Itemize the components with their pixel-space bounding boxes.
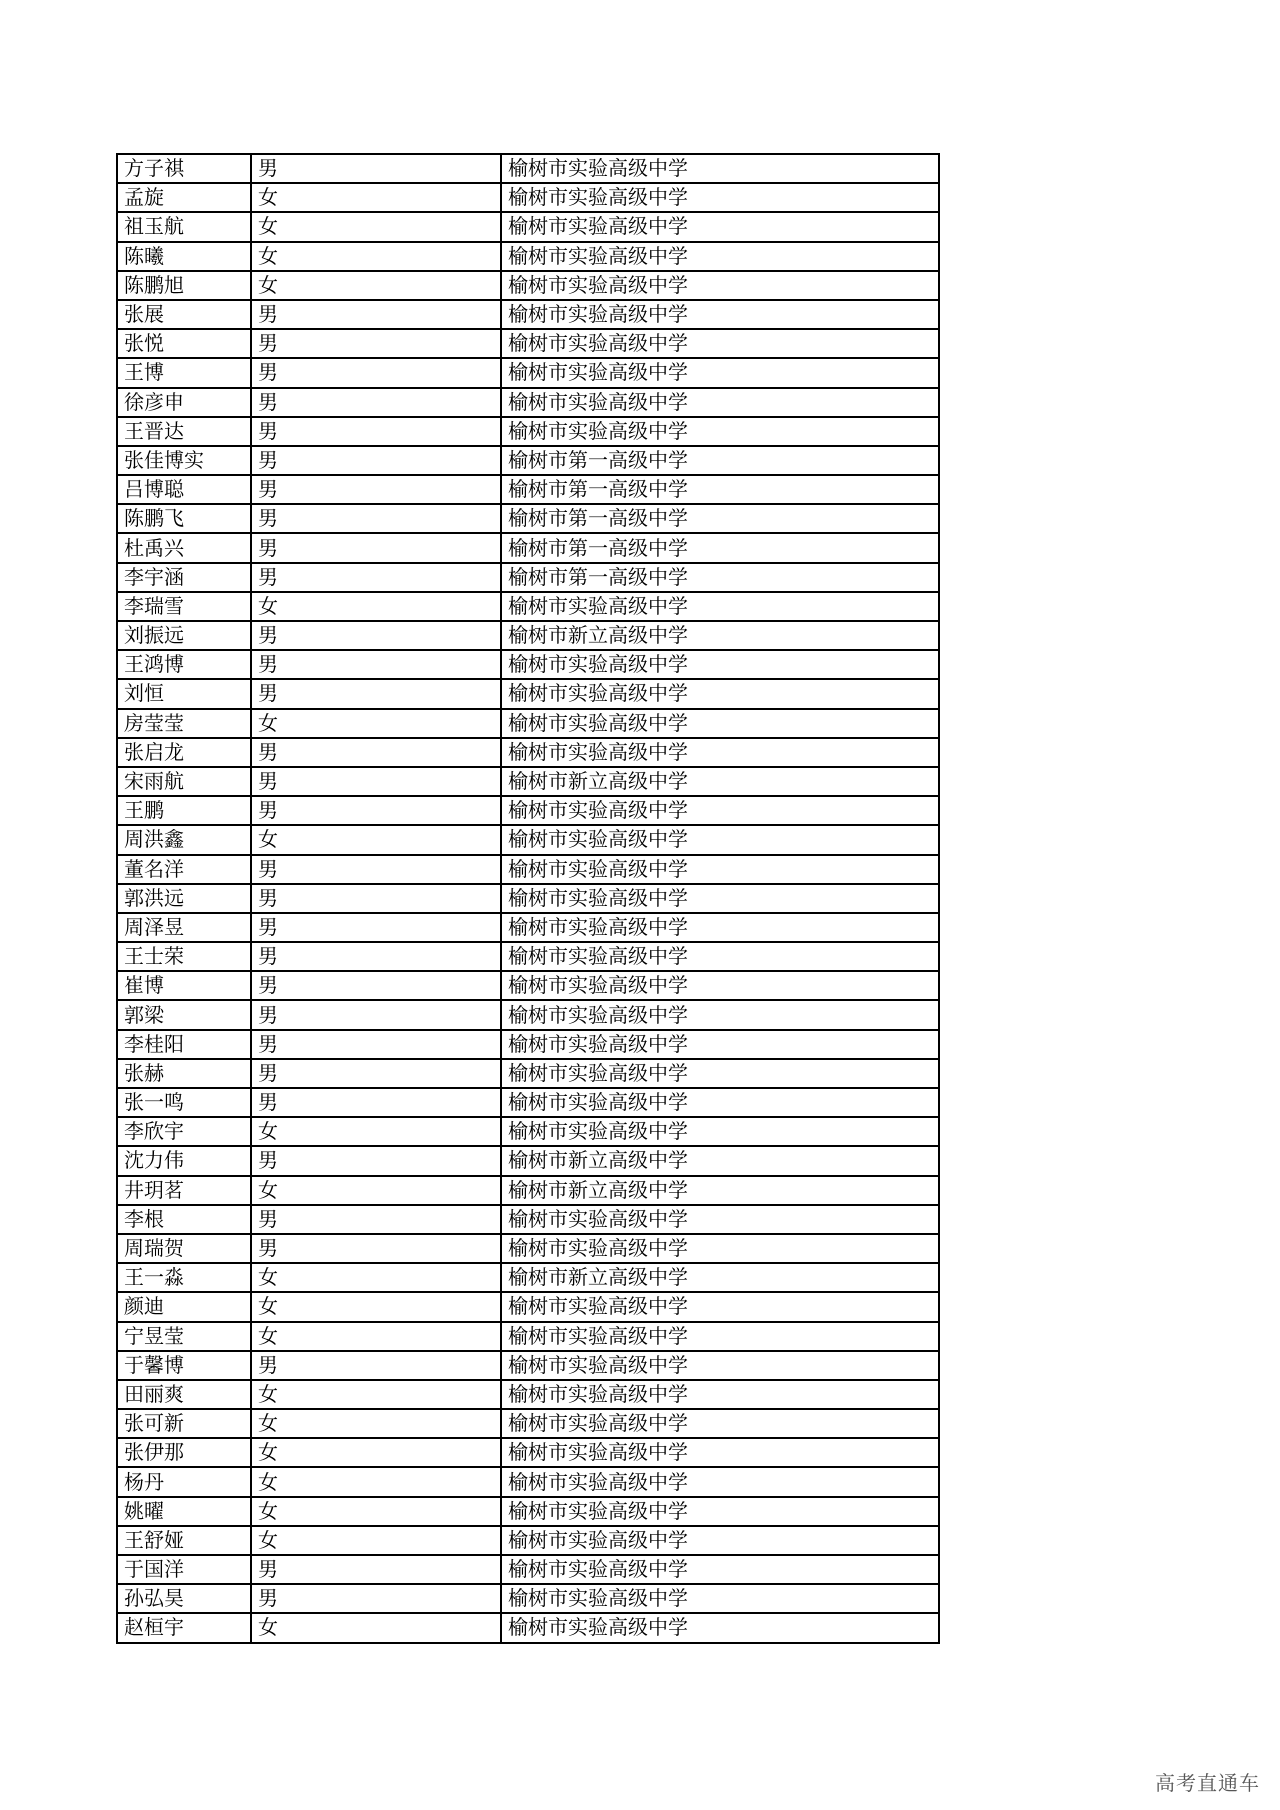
school-cell: 榆树市第一高级中学 <box>501 475 939 504</box>
school-cell: 榆树市新立高级中学 <box>501 1176 939 1205</box>
table-row <box>117 183 939 212</box>
school-cell: 榆树市实验高级中学 <box>501 592 939 621</box>
school-cell: 榆树市实验高级中学 <box>501 1526 939 1555</box>
school-cell: 榆树市实验高级中学 <box>501 884 939 913</box>
gender-cell: 男 <box>251 154 501 183</box>
school-cell: 榆树市实验高级中学 <box>501 1438 939 1467</box>
table-row <box>117 1351 939 1380</box>
student-name-cell: 宁昱莹 <box>117 1322 251 1351</box>
table-row <box>117 796 939 825</box>
gender-cell: 女 <box>251 1117 501 1146</box>
gender-cell: 男 <box>251 855 501 884</box>
table-row <box>117 825 939 854</box>
student-name-cell: 郭梁 <box>117 1000 251 1029</box>
student-name-cell: 王士荣 <box>117 942 251 971</box>
table-row <box>117 1117 939 1146</box>
student-name-cell: 宋雨航 <box>117 767 251 796</box>
table-row <box>117 1613 939 1642</box>
table-row <box>117 1234 939 1263</box>
student-name-cell: 李瑞雪 <box>117 592 251 621</box>
table-row <box>117 942 939 971</box>
student-name-cell: 方子祺 <box>117 154 251 183</box>
school-cell: 榆树市实验高级中学 <box>501 1322 939 1351</box>
school-cell: 榆树市实验高级中学 <box>501 913 939 942</box>
school-cell: 榆树市实验高级中学 <box>501 1555 939 1584</box>
school-cell: 榆树市实验高级中学 <box>501 1613 939 1642</box>
gender-cell: 女 <box>251 212 501 241</box>
gender-cell: 男 <box>251 971 501 1000</box>
student-name-cell: 张可新 <box>117 1409 251 1438</box>
gender-cell: 女 <box>251 1176 501 1205</box>
gender-cell: 男 <box>251 1059 501 1088</box>
table-row <box>117 621 939 650</box>
table-row <box>117 1380 939 1409</box>
school-cell: 榆树市实验高级中学 <box>501 1292 939 1321</box>
student-name-cell: 王一淼 <box>117 1263 251 1292</box>
student-name-cell: 王博 <box>117 358 251 387</box>
gender-cell: 女 <box>251 1263 501 1292</box>
student-name-cell: 杨丹 <box>117 1467 251 1496</box>
gender-cell: 男 <box>251 1000 501 1029</box>
school-cell: 榆树市实验高级中学 <box>501 1497 939 1526</box>
gender-cell: 男 <box>251 388 501 417</box>
gender-cell: 男 <box>251 621 501 650</box>
table-row <box>117 1584 939 1613</box>
table-row <box>117 855 939 884</box>
student-name-cell: 张启龙 <box>117 738 251 767</box>
table-row <box>117 271 939 300</box>
gender-cell: 女 <box>251 1526 501 1555</box>
table-row <box>117 1467 939 1496</box>
school-cell: 榆树市实验高级中学 <box>501 183 939 212</box>
school-cell: 榆树市实验高级中学 <box>501 1059 939 1088</box>
gender-cell: 女 <box>251 242 501 271</box>
student-name-cell: 张一鸣 <box>117 1088 251 1117</box>
gender-cell: 男 <box>251 1351 501 1380</box>
school-cell: 榆树市实验高级中学 <box>501 242 939 271</box>
table-row <box>117 446 939 475</box>
student-name-cell: 孟旋 <box>117 183 251 212</box>
table-row <box>117 884 939 913</box>
student-name-cell: 郭洪远 <box>117 884 251 913</box>
school-cell: 榆树市实验高级中学 <box>501 971 939 1000</box>
table-row <box>117 1263 939 1292</box>
school-cell: 榆树市新立高级中学 <box>501 1146 939 1175</box>
school-cell: 榆树市实验高级中学 <box>501 1030 939 1059</box>
student-name-cell: 于国洋 <box>117 1555 251 1584</box>
school-cell: 榆树市实验高级中学 <box>501 388 939 417</box>
school-cell: 榆树市实验高级中学 <box>501 417 939 446</box>
student-name-cell: 董名洋 <box>117 855 251 884</box>
gender-cell: 女 <box>251 1497 501 1526</box>
school-cell: 榆树市实验高级中学 <box>501 271 939 300</box>
table-row <box>117 738 939 767</box>
gender-cell: 男 <box>251 358 501 387</box>
student-name-cell: 王晋达 <box>117 417 251 446</box>
table-row <box>117 475 939 504</box>
school-cell: 榆树市实验高级中学 <box>501 300 939 329</box>
gender-cell: 男 <box>251 563 501 592</box>
school-cell: 榆树市实验高级中学 <box>501 709 939 738</box>
table-row <box>117 329 939 358</box>
gender-cell: 男 <box>251 1146 501 1175</box>
gender-cell: 女 <box>251 1438 501 1467</box>
school-cell: 榆树市实验高级中学 <box>501 1584 939 1613</box>
gender-cell: 男 <box>251 796 501 825</box>
student-name-cell: 吕博聪 <box>117 475 251 504</box>
table-row <box>117 971 939 1000</box>
gender-cell: 女 <box>251 271 501 300</box>
table-row <box>117 1292 939 1321</box>
student-name-cell: 李桂阳 <box>117 1030 251 1059</box>
student-name-cell: 于馨博 <box>117 1351 251 1380</box>
gender-cell: 男 <box>251 1030 501 1059</box>
student-name-cell: 周洪鑫 <box>117 825 251 854</box>
table-row <box>117 1000 939 1029</box>
school-cell: 榆树市实验高级中学 <box>501 1088 939 1117</box>
school-cell: 榆树市新立高级中学 <box>501 1263 939 1292</box>
student-name-cell: 祖玉航 <box>117 212 251 241</box>
table-row <box>117 1088 939 1117</box>
student-list-body <box>117 154 939 1643</box>
school-cell: 榆树市实验高级中学 <box>501 358 939 387</box>
gender-cell: 女 <box>251 592 501 621</box>
student-name-cell: 王鹏 <box>117 796 251 825</box>
student-name-cell: 赵桓宇 <box>117 1613 251 1642</box>
student-name-cell: 周瑞贺 <box>117 1234 251 1263</box>
school-cell: 榆树市实验高级中学 <box>501 650 939 679</box>
school-cell: 榆树市实验高级中学 <box>501 1000 939 1029</box>
student-name-cell: 张展 <box>117 300 251 329</box>
student-name-cell: 刘振远 <box>117 621 251 650</box>
gender-cell: 男 <box>251 738 501 767</box>
gender-cell: 男 <box>251 533 501 562</box>
table-row <box>117 1059 939 1088</box>
table-row <box>117 1438 939 1467</box>
student-name-cell: 孙弘昊 <box>117 1584 251 1613</box>
gender-cell: 男 <box>251 504 501 533</box>
gender-cell: 男 <box>251 300 501 329</box>
school-cell: 榆树市第一高级中学 <box>501 533 939 562</box>
school-cell: 榆树市实验高级中学 <box>501 942 939 971</box>
student-name-cell: 李根 <box>117 1205 251 1234</box>
student-name-cell: 李宇涵 <box>117 563 251 592</box>
table-row <box>117 913 939 942</box>
table-row <box>117 1497 939 1526</box>
school-cell: 榆树市第一高级中学 <box>501 563 939 592</box>
gender-cell: 女 <box>251 1322 501 1351</box>
table-row <box>117 1526 939 1555</box>
student-name-cell: 颜迪 <box>117 1292 251 1321</box>
school-cell: 榆树市实验高级中学 <box>501 1409 939 1438</box>
table-row <box>117 417 939 446</box>
gender-cell: 男 <box>251 417 501 446</box>
table-row <box>117 1030 939 1059</box>
watermark-text: 高考直通车 <box>1155 1771 1260 1795</box>
student-name-cell: 徐彦申 <box>117 388 251 417</box>
gender-cell: 女 <box>251 825 501 854</box>
gender-cell: 男 <box>251 650 501 679</box>
school-cell: 榆树市新立高级中学 <box>501 767 939 796</box>
gender-cell: 男 <box>251 1555 501 1584</box>
student-name-cell: 张赫 <box>117 1059 251 1088</box>
school-cell: 榆树市第一高级中学 <box>501 446 939 475</box>
gender-cell: 男 <box>251 942 501 971</box>
gender-cell: 女 <box>251 1380 501 1409</box>
student-name-cell: 井玥茗 <box>117 1176 251 1205</box>
table-row <box>117 533 939 562</box>
student-name-cell: 沈力伟 <box>117 1146 251 1175</box>
student-name-cell: 陈曦 <box>117 242 251 271</box>
school-cell: 榆树市实验高级中学 <box>501 154 939 183</box>
table-row <box>117 212 939 241</box>
table-row <box>117 563 939 592</box>
school-cell: 榆树市实验高级中学 <box>501 1467 939 1496</box>
school-cell: 榆树市实验高级中学 <box>501 796 939 825</box>
school-cell: 榆树市新立高级中学 <box>501 621 939 650</box>
table-row <box>117 592 939 621</box>
gender-cell: 男 <box>251 329 501 358</box>
student-name-cell: 姚曜 <box>117 1497 251 1526</box>
gender-cell: 男 <box>251 475 501 504</box>
gender-cell: 男 <box>251 446 501 475</box>
school-cell: 榆树市实验高级中学 <box>501 738 939 767</box>
table-row <box>117 1322 939 1351</box>
student-list-table <box>116 153 940 1644</box>
table-row <box>117 1205 939 1234</box>
gender-cell: 男 <box>251 1234 501 1263</box>
gender-cell: 男 <box>251 884 501 913</box>
gender-cell: 女 <box>251 1613 501 1642</box>
table-row <box>117 154 939 183</box>
school-cell: 榆树市第一高级中学 <box>501 504 939 533</box>
student-name-cell: 王舒娅 <box>117 1526 251 1555</box>
student-name-cell: 周泽昱 <box>117 913 251 942</box>
gender-cell: 女 <box>251 1292 501 1321</box>
table-row <box>117 767 939 796</box>
table-row <box>117 1146 939 1175</box>
school-cell: 榆树市实验高级中学 <box>501 1205 939 1234</box>
table-row <box>117 242 939 271</box>
table-row <box>117 1409 939 1438</box>
student-name-cell: 刘恒 <box>117 679 251 708</box>
student-name-cell: 张伊那 <box>117 1438 251 1467</box>
table-row <box>117 650 939 679</box>
gender-cell: 女 <box>251 1409 501 1438</box>
school-cell: 榆树市实验高级中学 <box>501 679 939 708</box>
table-row <box>117 709 939 738</box>
table-row <box>117 388 939 417</box>
school-cell: 榆树市实验高级中学 <box>501 1234 939 1263</box>
student-name-cell: 田丽爽 <box>117 1380 251 1409</box>
gender-cell: 男 <box>251 1584 501 1613</box>
table-row <box>117 300 939 329</box>
gender-cell: 女 <box>251 1467 501 1496</box>
school-cell: 榆树市实验高级中学 <box>501 212 939 241</box>
table-row <box>117 1555 939 1584</box>
school-cell: 榆树市实验高级中学 <box>501 1351 939 1380</box>
school-cell: 榆树市实验高级中学 <box>501 1117 939 1146</box>
school-cell: 榆树市实验高级中学 <box>501 329 939 358</box>
student-name-cell: 房莹莹 <box>117 709 251 738</box>
gender-cell: 男 <box>251 679 501 708</box>
gender-cell: 女 <box>251 709 501 738</box>
school-cell: 榆树市实验高级中学 <box>501 825 939 854</box>
table-row <box>117 679 939 708</box>
student-name-cell: 崔博 <box>117 971 251 1000</box>
student-name-cell: 王鸿博 <box>117 650 251 679</box>
school-cell: 榆树市实验高级中学 <box>501 855 939 884</box>
gender-cell: 男 <box>251 767 501 796</box>
gender-cell: 男 <box>251 1088 501 1117</box>
table-row <box>117 504 939 533</box>
gender-cell: 男 <box>251 913 501 942</box>
student-name-cell: 杜禹兴 <box>117 533 251 562</box>
gender-cell: 女 <box>251 183 501 212</box>
student-name-cell: 张佳博实 <box>117 446 251 475</box>
student-name-cell: 李欣宇 <box>117 1117 251 1146</box>
student-name-cell: 张悦 <box>117 329 251 358</box>
student-name-cell: 陈鹏飞 <box>117 504 251 533</box>
gender-cell: 男 <box>251 1205 501 1234</box>
table-row <box>117 1176 939 1205</box>
table-row <box>117 358 939 387</box>
student-name-cell: 陈鹏旭 <box>117 271 251 300</box>
school-cell: 榆树市实验高级中学 <box>501 1380 939 1409</box>
